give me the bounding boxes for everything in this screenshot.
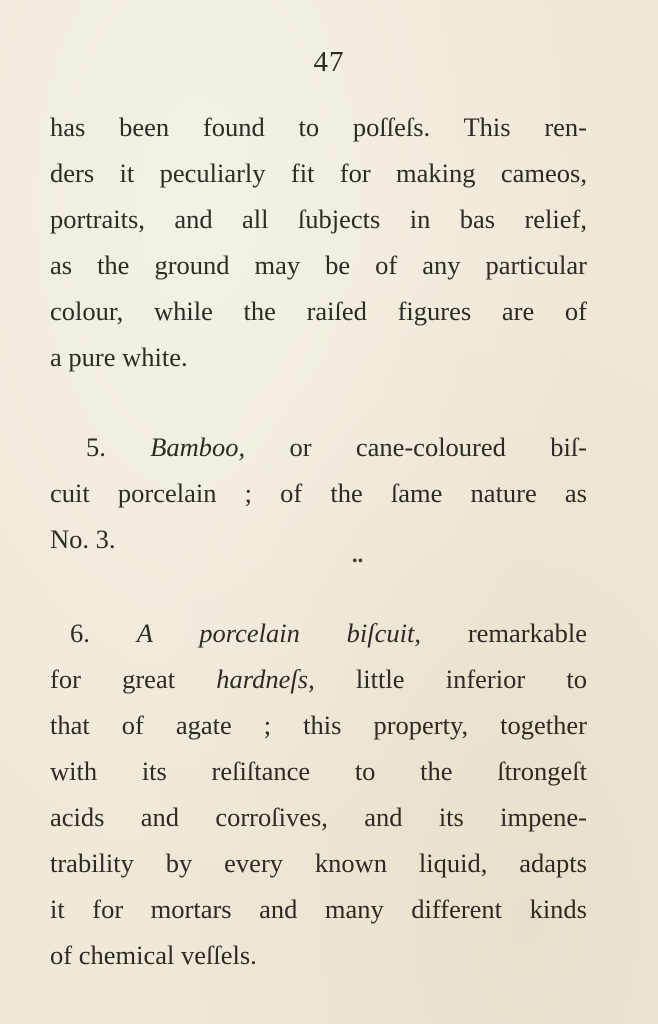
text-line: ders it peculiarly fit for making cameos, bbox=[50, 158, 587, 188]
text-line: portraits, and all ſubjects in bas relief, bbox=[50, 204, 587, 234]
text-fragment: remarkable bbox=[420, 618, 587, 648]
text-line: cuit porcelain ; of the ſame nature as bbox=[50, 478, 587, 508]
text-line bbox=[50, 424, 587, 470]
text-line: that of agate ; this property, together bbox=[50, 710, 587, 740]
text-fragment: little inferior to bbox=[314, 664, 587, 694]
printer-ornament: •• bbox=[352, 553, 364, 570]
italic-word: hardneſs, bbox=[216, 664, 315, 694]
text-line: No. 3. bbox=[50, 524, 116, 554]
text-line: has been found to poſſeſs. This ren- bbox=[50, 112, 587, 142]
text-line: it for mortars and many different kinds bbox=[50, 894, 587, 924]
text-line: as the ground may be of any particular bbox=[50, 250, 587, 280]
text-line: acids and corroſives, and its impene- bbox=[50, 802, 587, 832]
item-number: 6. bbox=[70, 618, 90, 648]
paragraph-item-6 bbox=[50, 610, 587, 978]
page-number: 47 bbox=[313, 46, 345, 78]
item-term: A porcelain biſcuit, bbox=[136, 618, 421, 648]
text-line: of chemical veſſels. bbox=[50, 940, 257, 970]
text-fragment: for great bbox=[50, 664, 217, 694]
item-number: 5. bbox=[86, 432, 106, 462]
paragraph-continuation bbox=[50, 104, 587, 380]
text-line: colour, while the raiſed figures are of bbox=[50, 296, 587, 326]
paragraph-item-5 bbox=[50, 424, 587, 562]
text-line: trability by every known liquid, adapts bbox=[50, 848, 587, 878]
item-term: Bamboo, bbox=[150, 432, 246, 462]
text-line bbox=[50, 610, 587, 656]
text-fragment: or cane-coloured biſ- bbox=[245, 432, 588, 462]
text-line: a pure white. bbox=[50, 342, 188, 372]
text-line: with its reſiſtance to the ſtrongeſt bbox=[50, 756, 587, 786]
text-line bbox=[50, 656, 587, 702]
